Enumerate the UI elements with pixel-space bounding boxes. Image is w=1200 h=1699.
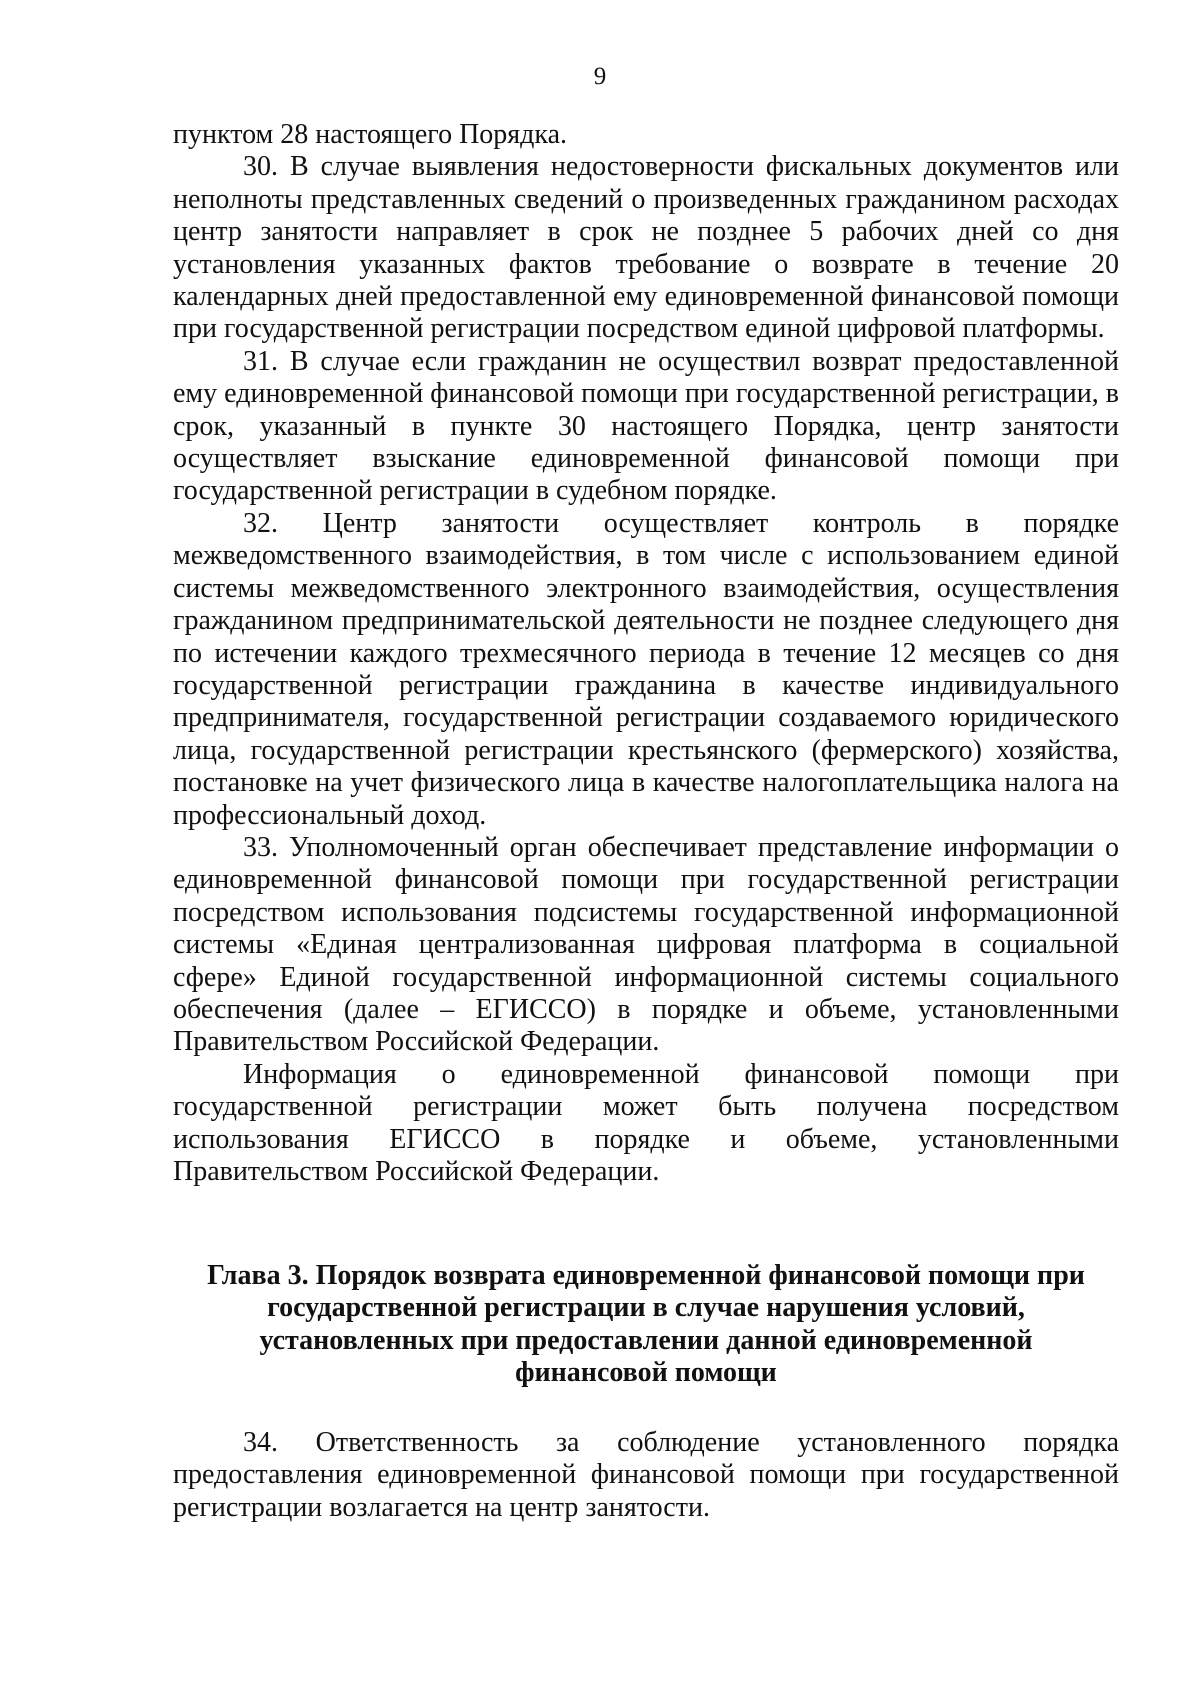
paragraph-continuation: пунктом 28 настоящего Порядка. bbox=[173, 119, 568, 150]
paragraph-33-information: Информация о единовременной финансовой помощи при государственной регистрации может быть получена посредством использования ЕГИССО в порядке и объеме, установленными Правительством Российской Федерации. bbox=[173, 1058, 1119, 1187]
paragraph-33: 33. Уполномоченный орган обеспечивает представление информации о единовременной финансовой помощи при государственной регистрации посредством использования подсистемы государственной информационной системы «Единая централизованная цифровая платформа в социальной сфере» Единой государственной информационной системы социального обеспечения (далее – ЕГИССО) в порядке и объеме, установленными Правительством Российской Федерации. bbox=[173, 831, 1119, 1058]
paragraph-34: 34. Ответственность за соблюдение установленного порядка предоставления единовременной финансовой помощи при государственной регистрации возлагается на центр занятости. bbox=[173, 1427, 1119, 1523]
document-body bbox=[173, 119, 1119, 1188]
page-number: 9 bbox=[593, 63, 607, 90]
chapter-heading-line-2: государственной регистрации в случае нарушения условий, bbox=[267, 1292, 1025, 1324]
chapter-body bbox=[173, 1427, 1119, 1524]
paragraph-32: 32. Центр занятости осуществляет контроль в порядке межведомственного взаимодействия, в том числе с использованием единой системы межведомственного электронного взаимодействия, осуществления гражданином предпринимательской деятельности не позднее следующего дня по истечении каждого трехмесячного периода в течение 12 месяцев со дня государственной регистрации гражданина в качестве индивидуального предпринимателя, государственной регистрации создаваемого юридического лица, государственной регистрации крестьянского (фермерского) хозяйства, постановке на учет физического лица в качестве налогоплательщика налога на профессиональный доход. bbox=[173, 507, 1119, 831]
chapter-heading-line-4: финансовой помощи bbox=[515, 1357, 777, 1389]
paragraph-31: 31. В случае если гражданин не осуществил возврат предоставленной ему единовременной финансовой помощи при государственной регистрации, в срок, указанный в пункте 30 настоящего Порядка, центр занятости осуществляет взыскание единовременной финансовой помощи при государственной регистрации в судебном порядке. bbox=[173, 345, 1119, 507]
paragraph-30: 30. В случае выявления недостоверности фискальных документов или неполноты представленных сведений о произведенных гражданином расходах центр занятости направляет в срок не позднее 5 рабочих дней со дня установления указанных фактов требование о возврате в течение 20 календарных дней предоставленной ему единовременной финансовой помощи при государственной регистрации посредством единой цифровой платформы. bbox=[173, 151, 1119, 345]
chapter-heading-line-1: Глава 3. Порядок возврата единовременной финансовой помощи при bbox=[207, 1260, 1085, 1291]
chapter-heading-line-3: установленных при предоставлении данной единовременной bbox=[259, 1324, 1033, 1356]
chapter-heading bbox=[173, 1260, 1119, 1390]
